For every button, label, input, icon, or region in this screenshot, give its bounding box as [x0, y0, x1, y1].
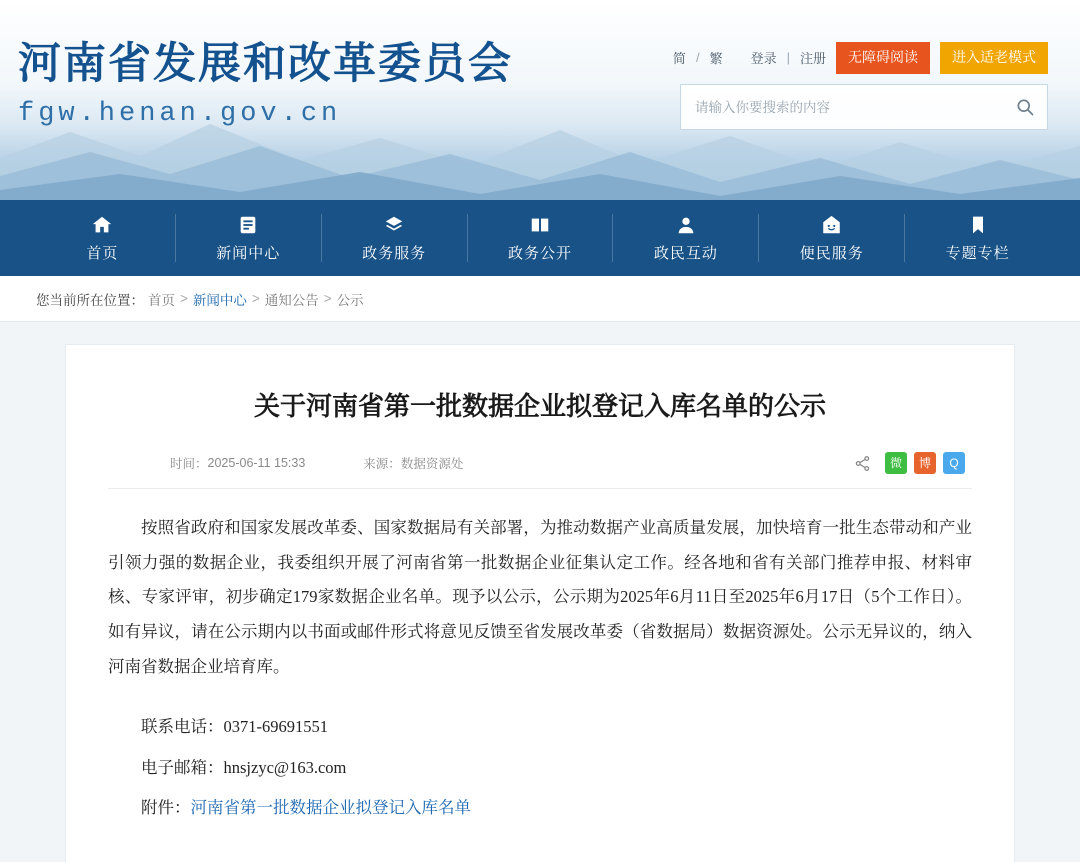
home-icon — [90, 214, 114, 236]
search-button[interactable] — [1003, 85, 1047, 129]
nav-item-convenience-service[interactable] — [759, 214, 905, 262]
contact-phone: 联系电话：0371-69691551 — [141, 717, 328, 737]
nav-item-government-disclosure[interactable] — [468, 214, 614, 262]
page-title: 关于河南省第一批数据企业拟登记入库名单的公示 — [253, 391, 826, 421]
site-banner — [0, 0, 1080, 200]
article-paragraph-1: 按照省政府和国家发展改革委、国家数据局有关部署，为推动数据产业高质量发展，加快培育一批生态带动和产业引领力强的数据企业，我委组织开展了河南省第一批数据企业征集认定工作。经各地和省有关部门推荐申报、材料审核、专家评审，初步确定179家数据企业名单。现予以公示，公示期为2025年6月11日至2025年6月17日（5个工作日）。如有异议，请在公示期内以书面或邮件形式将意见反馈至省发展改革委（省数据局）数据资源处。公示无异议的，纳入河南省数据企业培育库。 — [108, 518, 972, 676]
article-source-value: 数据资源处 — [400, 457, 464, 471]
attachment-row — [108, 791, 972, 826]
article-source-label: 来源： — [363, 457, 401, 471]
lang-separator: / — [695, 50, 700, 66]
smile-house-icon — [820, 214, 843, 236]
accessible-reading-button[interactable]: 无障碍阅读 — [836, 42, 930, 74]
nav-label-special-column: 专题专栏 — [945, 244, 1010, 262]
page-body — [0, 322, 1080, 862]
nav-item-public-interaction[interactable] — [613, 214, 759, 262]
breadcrumb-separator-3: > — [323, 291, 332, 306]
qq-icon: Q — [949, 456, 959, 470]
login-link[interactable]: 登录 — [750, 51, 777, 67]
nav-item-news[interactable] — [176, 214, 322, 262]
qq-share-button[interactable] — [943, 452, 965, 474]
breadcrumb-separator-1: > — [180, 291, 188, 306]
book-icon — [528, 214, 552, 236]
wechat-share-button[interactable] — [885, 452, 907, 474]
lang-simplified-link[interactable]: 简 — [672, 51, 686, 67]
breadcrumb-separator-2: > — [251, 291, 260, 306]
attachment-label: 附件： — [141, 798, 191, 818]
breadcrumb-item-home[interactable]: 首页 — [148, 292, 175, 308]
nav-label-government-disclosure: 政务公开 — [508, 244, 573, 262]
article-time-label: 时间： — [170, 457, 208, 471]
article-content — [108, 511, 972, 826]
weibo-share-button[interactable] — [914, 452, 936, 474]
article-card — [65, 344, 1015, 862]
wechat-icon: 微 — [889, 456, 902, 470]
nav-label-public-interaction: 政民互动 — [653, 244, 718, 262]
nav-label-government-service: 政务服务 — [362, 244, 427, 262]
nav-item-home[interactable] — [30, 214, 176, 262]
elder-mode-button[interactable]: 进入适老模式 — [940, 42, 1048, 74]
login-register-separator: | — [786, 50, 790, 66]
contact-email: 电子邮箱：hnsjzyc@163.com — [141, 757, 347, 777]
article-time-value: 2025-06-11 15:33 — [207, 456, 306, 470]
article-meta — [108, 452, 972, 489]
search-box[interactable] — [680, 84, 1048, 130]
breadcrumb-label: 您当前所在位置： — [36, 292, 144, 308]
breadcrumb — [0, 276, 1080, 322]
search-icon — [1015, 97, 1035, 117]
nav-item-special-column[interactable] — [905, 214, 1050, 262]
site-brand[interactable] — [18, 40, 513, 129]
weibo-icon: 博 — [918, 456, 931, 470]
news-icon — [237, 214, 259, 236]
nav-label-home: 首页 — [86, 244, 119, 262]
site-url: fgw.henan.gov.cn — [18, 99, 342, 130]
nav-label-convenience-service: 便民服务 — [799, 244, 864, 262]
breadcrumb-item-publicity[interactable]: 公示 — [336, 292, 364, 308]
header-utility-bar — [673, 42, 1048, 74]
breadcrumb-item-notice[interactable]: 通知公告 — [264, 292, 319, 308]
person-icon — [675, 214, 697, 236]
lang-traditional-link[interactable]: 繁 — [709, 51, 723, 67]
search-input[interactable] — [681, 100, 1003, 115]
site-title: 河南省发展和改革委员会 — [18, 41, 513, 88]
service-icon — [382, 214, 406, 236]
breadcrumb-item-news[interactable]: 新闻中心 — [192, 292, 247, 308]
attachment-link[interactable]: 河南省第一批数据企业拟登记入库名单 — [190, 798, 471, 818]
register-link[interactable]: 注册 — [799, 51, 826, 67]
share-icon[interactable] — [854, 455, 871, 472]
bookmark-icon — [968, 214, 988, 236]
nav-item-government-service[interactable] — [322, 214, 468, 262]
main-navigation — [0, 200, 1080, 276]
nav-label-news: 新闻中心 — [216, 244, 281, 262]
